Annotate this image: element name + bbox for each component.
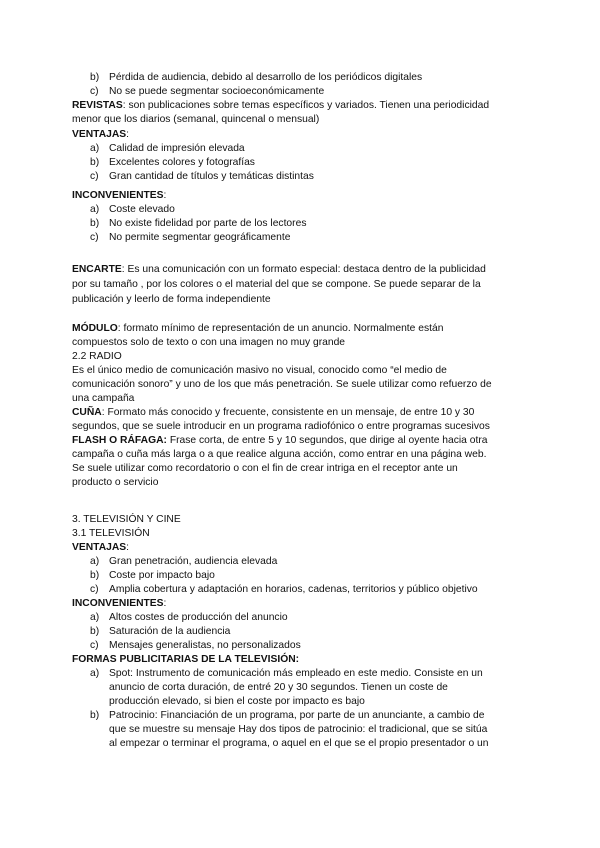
list-marker: a) [90, 143, 100, 154]
revistas-term: REVISTAS [72, 100, 123, 111]
revistas-inconvenientes: INCONVENIENTES: a) Coste elevado b) No existe fidelidad por parte de los lectores c) No permite segmentar geográficamente [72, 189, 532, 245]
list-item [72, 170, 532, 184]
list-item [72, 583, 532, 597]
encarte-term: ENCARTE [72, 264, 122, 275]
list-item [72, 611, 532, 625]
list-marker: b) [90, 218, 100, 229]
revistas-text-2: menor que los diarios (semanal, quincenal o mensual) [72, 114, 320, 125]
list-item-text: Altos costes de producción del anuncio [109, 612, 288, 623]
subsection-heading: 3.1 TELEVISIÓN [72, 528, 150, 539]
list-item [72, 555, 532, 569]
modulo-text-1: : formato mínimo de representación de un anuncio. Normalmente están [117, 323, 444, 334]
list-marker: b) [90, 626, 100, 637]
radio-text-3: una campaña [72, 393, 135, 404]
list-item-text: Coste elevado [109, 204, 175, 215]
list-marker: b) [90, 157, 100, 168]
radio-text-1: Es el único medio de comunicación masivo no visual, conocido como “el medio de [72, 365, 447, 376]
modulo-term: MÓDULO [72, 323, 118, 334]
patrocinio-text-3: al empezar o terminar el programa, o aquel en el que se el propio presentador o un [109, 738, 489, 749]
list-item-text: Excelentes colores y fotografías [109, 157, 255, 168]
flash-text-3: Se suele utilizar como recordatorio o con el fin de crear intriga en el receptor ante un [72, 463, 458, 474]
list-marker: c) [90, 584, 99, 595]
list-item-patrocinio [72, 709, 532, 751]
list-item-text: Mensajes generalistas, no personalizados [109, 640, 301, 651]
modulo-paragraph [72, 322, 532, 350]
radio-heading: 2.2 RADIO [72, 351, 122, 362]
ventajas-heading: VENTAJAS [72, 129, 127, 140]
encarte-text-2: por su tamaño , por los colores o el material del que se compone. Se puede separar de la [72, 279, 481, 290]
modulo-text-2: compuestos solo de texto o con una imagen no muy grande [72, 337, 346, 348]
list-item-spot [72, 667, 532, 709]
spot-text-2: anuncio de corta duración, de entré 20 y 30 segundos. Tienen un coste de [109, 682, 448, 693]
list-marker: b) [90, 570, 100, 581]
ventajas-heading: VENTAJAS [72, 542, 127, 553]
flash-term: FLASH O RÁFAGA: [72, 435, 167, 446]
list-item-text: No permite segmentar geográficamente [109, 232, 291, 243]
prensa-inconvenientes-list [72, 71, 532, 99]
list-item-text: Gran penetración, audiencia elevada [109, 556, 278, 567]
revistas-paragraph [72, 99, 532, 127]
cuna-text-1: : Formato más conocido y frecuente, consistente en un mensaje, de entre 10 y 30 [101, 407, 475, 418]
list-marker: c) [90, 171, 99, 182]
patrocinio-text-1: Patrocinio: Financiación de un programa, por parte de un anunciante, a cambio de [109, 710, 485, 721]
list-item [72, 625, 532, 639]
spot-text-3: producción elevado, si bien el coste por impacto es bajo [109, 696, 365, 707]
list-item [72, 231, 532, 245]
flash-text-2: campaña o cuña más larga o a que realice alguna acción, como entrar en una página web. [72, 449, 487, 460]
list-item-text: Calidad de impresión elevada [109, 143, 245, 154]
list-item-text: No existe fidelidad por parte de los lectores [109, 218, 307, 229]
list-marker: b) [90, 72, 100, 83]
encarte-text-3: publicación y leerlo de forma independiente [72, 294, 271, 305]
formas-heading: FORMAS PUBLICITARIAS DE LA TELEVISIÓN: [72, 654, 300, 665]
list-marker: a) [90, 204, 100, 215]
patrocinio-text-2: que se muestre su mensaje Hay dos tipos de patrocinio: el tradicional, que se sitúa [109, 724, 488, 735]
list-item-text: Pérdida de audiencia, debido al desarrollo de los periódicos digitales [109, 72, 423, 83]
encarte-text-1: : Es una comunicación con un formato especial: destaca dentro de la publicidad [121, 264, 486, 275]
section-heading: 3. TELEVISIÓN Y CINE [72, 514, 181, 525]
list-marker: a) [90, 612, 100, 623]
radio-section [72, 350, 532, 490]
list-item [72, 639, 532, 653]
list-item [72, 217, 532, 231]
list-item [72, 203, 532, 217]
flash-text-4: producto o servicio [72, 477, 159, 488]
list-item [72, 156, 532, 170]
list-item-text: Gran cantidad de títulos y temáticas distintas [109, 171, 314, 182]
inconvenientes-heading: INCONVENIENTES [72, 190, 164, 201]
list-item [72, 142, 532, 156]
encarte-paragraph [72, 262, 532, 307]
list-item [72, 85, 532, 99]
list-marker: a) [90, 668, 100, 679]
spot-text-1: Spot: Instrumento de comunicación más empleado en este medio. Consiste en un [109, 668, 483, 679]
list-item [72, 569, 532, 583]
revistas-ventajas: VENTAJAS: a) Calidad de impresión elevada b) Excelentes colores y fotografías c) Gran cantidad de títulos y temáticas distintas [72, 128, 532, 184]
cuna-text-2: segundos, que se suele introducir en un programa radiofónico o entre programas sucesivos [72, 421, 490, 432]
list-item [72, 71, 532, 85]
revistas-text-1: : son publicaciones sobre temas específicos y variados. Tienen una periodicidad [122, 100, 490, 111]
list-marker: c) [90, 640, 99, 651]
list-item-text: No se puede segmentar socioeconómicamente [109, 86, 325, 97]
radio-text-2: comunicación sonoro” y uno de los que más penetración. Se suele utilizar como refuerzo de [72, 379, 492, 390]
list-item-text: Coste por impacto bajo [109, 570, 215, 581]
cuna-term: CUÑA [72, 407, 102, 418]
inconvenientes-heading: INCONVENIENTES [72, 598, 164, 609]
flash-text-1: Frase corta, de entre 5 y 10 segundos, que dirige al oyente hacia otra [166, 435, 488, 446]
television-section: 3. TELEVISIÓN Y CINE 3.1 TELEVISIÓN VENTAJAS: a) Gran penetración, audiencia elevada b) Coste por impacto bajo c) Amplia cobertura y adaptación en horarios, cadenas, territorios y público objetivo INCONVENIENTES: a) Altos costes de producción del anuncio b) Saturación de la audiencia c) Mensajes generalistas, no personalizados FORMAS PUBLICITARIAS DE LA TELEVISIÓN: a) Spot: Instrumento de comunicación más empleado en este medio. Consiste en un anuncio de corta duración, de entré 20 y 30 segundos. Tienen un coste de producción elevado, si bien el coste por impacto es bajo b) Patrocinio: Financiación de un programa, por parte de un anunciante, a cambio de que se muestre su mensaje Hay dos tipos de patrocinio: el tradicional, que se sitúa al empezar o terminar el programa, o aquel en el que se el propio presentador o un [72, 513, 532, 751]
list-item-text: Amplia cobertura y adaptación en horarios, cadenas, territorios y público objetivo [109, 584, 478, 595]
list-item-text: Saturación de la audiencia [109, 626, 231, 637]
list-marker: c) [90, 86, 99, 97]
list-marker: a) [90, 556, 100, 567]
list-marker: c) [90, 232, 99, 243]
list-marker: b) [90, 710, 100, 721]
